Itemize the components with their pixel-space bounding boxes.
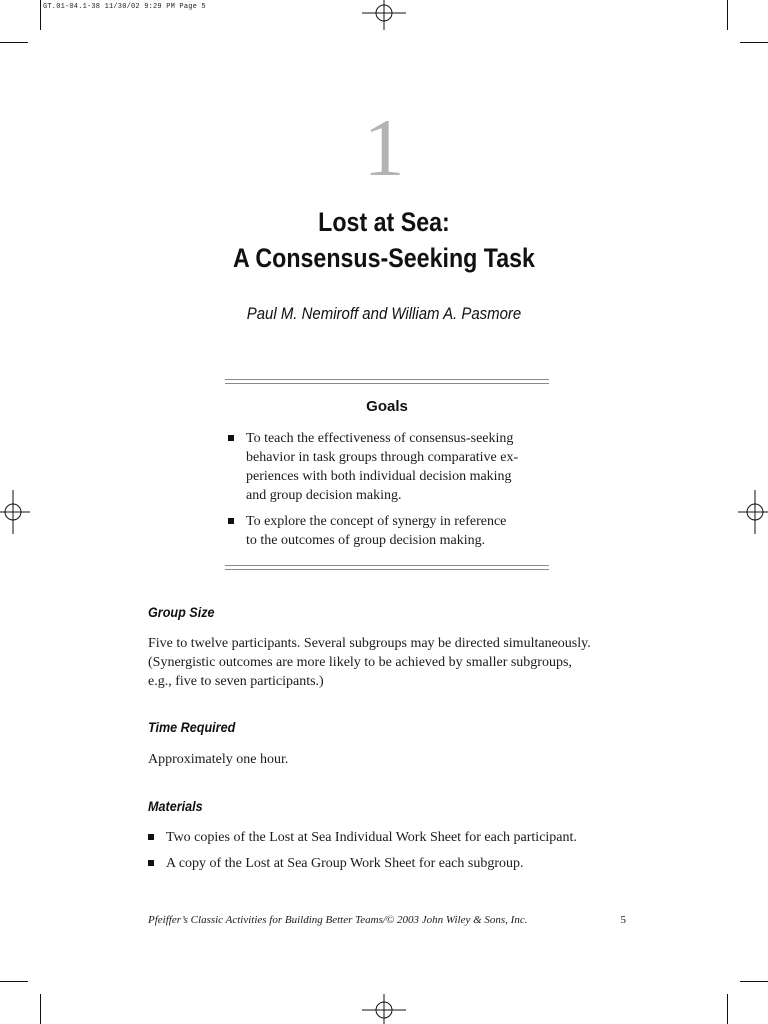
chapter-authors: Paul M. Nemiroff and William A. Pasmore	[246, 304, 522, 323]
goal-item	[228, 429, 558, 505]
registration-mark-bottom-icon	[362, 994, 406, 1024]
goal-item	[228, 512, 558, 550]
group-size-line: e.g., five to seven participants.)	[148, 674, 324, 689]
goal-line: periences with both individual decision making	[246, 469, 512, 484]
goals-top-rule	[225, 379, 549, 384]
chapter-number: 1	[363, 102, 405, 193]
materials-item-text: Two copies of the Lost at Sea Individual Work Sheet for each participant.	[166, 830, 577, 845]
goal-line: To teach the effectiveness of consensus-seeking	[246, 431, 514, 446]
crop-mark-top-right-v	[727, 0, 728, 30]
goal-line: behavior in task groups through comparative ex-	[246, 450, 519, 465]
crop-mark-top-left-h	[0, 42, 28, 43]
materials-heading: Materials	[148, 798, 203, 814]
crop-mark-top-right-h	[740, 42, 768, 43]
crop-mark-bottom-left-v	[40, 994, 41, 1024]
materials-item	[148, 854, 648, 873]
registration-mark-left-icon	[0, 490, 30, 534]
goals-bottom-rule	[225, 565, 549, 570]
goals-list	[228, 429, 558, 557]
time-required-text: Approximately one hour.	[148, 752, 289, 767]
printer-slug: GT.01-04.1-38 11/30/02 9:29 PM Page 5	[43, 3, 206, 11]
square-bullet-icon	[148, 834, 154, 840]
registration-mark-top-icon	[362, 0, 406, 30]
crop-mark-bottom-left-h	[0, 981, 28, 982]
registration-mark-right-icon	[738, 490, 768, 534]
group-size-line: (Synergistic outcomes are more likely to be achieved by smaller subgroups,	[148, 655, 572, 670]
materials-item-text: A copy of the Lost at Sea Group Work Sheet for each subgroup.	[166, 856, 524, 871]
page-footer: Pfeiffer’s Classic Activities for Building Better Teams/© 2003 John Wiley & Sons, Inc.	[148, 914, 528, 926]
goal-line: and group decision making.	[246, 488, 402, 503]
goal-item-text	[246, 431, 518, 503]
square-bullet-icon	[148, 860, 154, 866]
crop-mark-bottom-right-h	[740, 981, 768, 982]
time-required-heading: Time Required	[148, 719, 236, 735]
square-bullet-icon	[228, 518, 234, 524]
chapter-title-line-2: A Consensus-Seeking Task	[233, 243, 535, 273]
chapter-title	[54, 204, 714, 276]
goal-line: to the outcomes of group decision making.	[246, 533, 486, 548]
crop-mark-bottom-right-v	[727, 994, 728, 1024]
materials-item	[148, 828, 648, 847]
group-size-heading: Group Size	[148, 604, 215, 620]
chapter-title-line-1: Lost at Sea:	[318, 207, 450, 237]
materials-list	[148, 828, 648, 880]
square-bullet-icon	[228, 435, 234, 441]
page-number: 5	[620, 914, 626, 926]
goal-line: To explore the concept of synergy in reference	[246, 514, 507, 529]
goal-item-text	[246, 514, 506, 548]
crop-mark-top-left-v	[40, 0, 41, 30]
goals-heading: Goals	[366, 398, 408, 415]
group-size-line: Five to twelve participants. Several subgroups may be directed simultaneously.	[148, 636, 591, 651]
group-size-text	[148, 634, 638, 691]
